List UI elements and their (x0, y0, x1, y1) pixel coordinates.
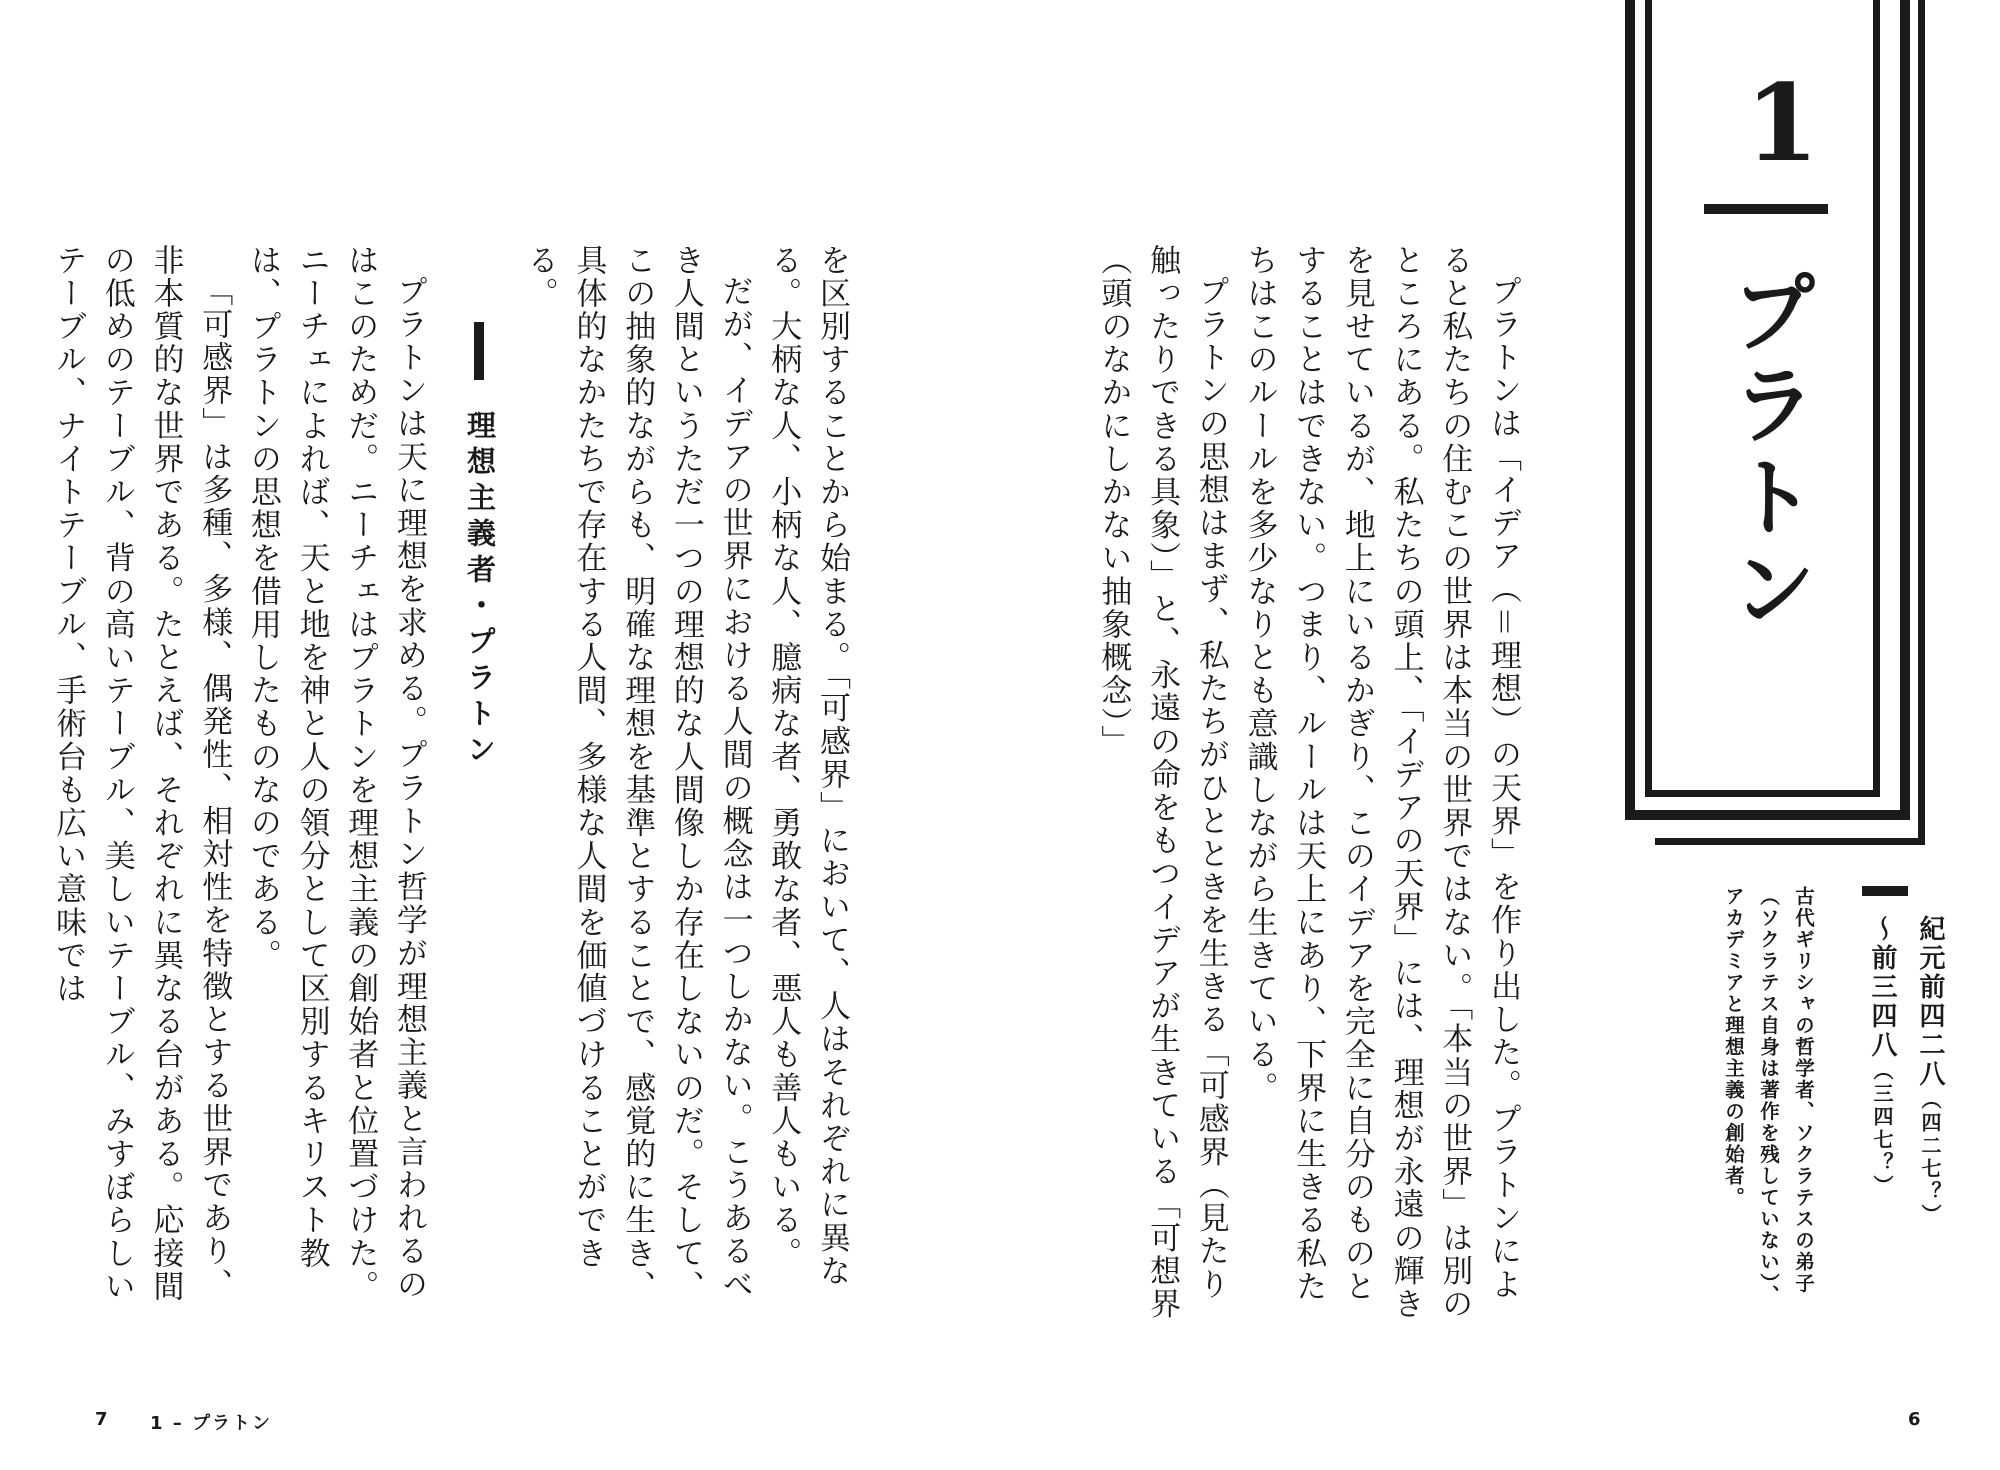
left-page-number: 7 (95, 1409, 110, 1430)
chapter-title: プラトン (1716, 268, 1816, 636)
section-heading-rule (474, 322, 484, 380)
frame-outer-left (1625, 0, 1635, 820)
body-paragraph: だが、イデアの世界における人間の概念は一つしかない。こうあるべき人間というただ一つの理想的な人間像しか存在しないのだ。そして、この抽象的ながらも、明確な理想を基準とすることで、感覚的に生き、具体的なかたちで存在する人間、多様な人間を価値づけることができる。 (521, 244, 753, 1304)
body-paragraph: プラトンは「イデア（＝理想）の天界」を作り出した。プラトンによると私たちの住むこの世界は本当の世界ではない。「本当の世界」は別のところにある。私たちの頭上、「イデアの天界」には、理想が永遠の輝きを見せているが、地上にいるかぎり、このイデアを完全に自分のものとすることはできない。つまり、ルールは天上にあり、下界に生きる私たちはこのルールを多少なりとも意識しながら生きている。 (1241, 244, 1521, 1321)
sidebar-rule (1862, 886, 1908, 896)
sidebar-description (1716, 886, 1821, 1306)
frame-outer-bottom (1625, 810, 1910, 820)
running-head: 1 – プラトン (150, 1413, 273, 1434)
frame-outer-right (1900, 0, 1910, 820)
frame-inner-bottom (1645, 790, 1880, 797)
frame-offset-right (1918, 0, 1925, 845)
chapter-title-rule (1704, 204, 1828, 214)
left-page-body-lower (50, 244, 433, 1334)
body-paragraph: 「可感界」は多種、多様、偶発性、相対性を特徴とする世界であり、非本質的な世界である。たとえば、それぞれに異なる台がある。応接間の低めのテーブル、背の高いテーブル、美しいテーブル、みすぼらしいテーブル、ナイトテーブル、手術台も広い意味では (50, 244, 233, 1304)
dates-line-2: ～前三四八（三四七？） (1867, 915, 1897, 1198)
body-paragraph: プラトンは天に理想を求める。プラトン哲学が理想主義と言われるのはこのためだ。ニーチェはプラトンを理想主義の創始者と位置づけた。ニーチェによれば、天と地を神と人の領分として区別するキリスト教は、プラトンの思想を借用したものなのである。 (244, 244, 427, 1304)
chapter-number: 1 (1745, 60, 1819, 185)
section-heading: 理想主義者・プラトン (463, 410, 497, 770)
body-paragraph: を区別することから始まる。「可感界」において、人はそれぞれに異なる。大柄な人、小柄な人、臆病な者、勇敢な者、悪人も善人もいる。 (765, 244, 850, 1288)
description-line: （ソクラテス自身は著作を残していない）、 (1757, 886, 1780, 1307)
right-page-body (1095, 244, 1527, 1334)
dates-line-1: 紀元前四二八（四二七？） (1915, 915, 1945, 1227)
left-page-body-upper (521, 244, 856, 1334)
description-line: 古代ギリシャの哲学者、ソクラテスの弟子 (1792, 886, 1815, 1295)
right-page-number: 6 (1908, 1409, 1923, 1430)
frame-offset-bottom (1655, 838, 1925, 845)
frame-inner-left (1645, 0, 1652, 797)
description-line: アカデミアと理想主義の創始者。 (1722, 886, 1745, 1209)
sidebar-dates (1858, 915, 1954, 1227)
body-paragraph: プラトンの思想はまず、私たちがひとときを生きる「可感界（見たり触ったりできる具象）」と、永遠の命をもつイデアが生きている「可想界（頭のなかにしかない抽象概念）」 (1095, 244, 1229, 1321)
frame-inner-right (1873, 0, 1880, 797)
